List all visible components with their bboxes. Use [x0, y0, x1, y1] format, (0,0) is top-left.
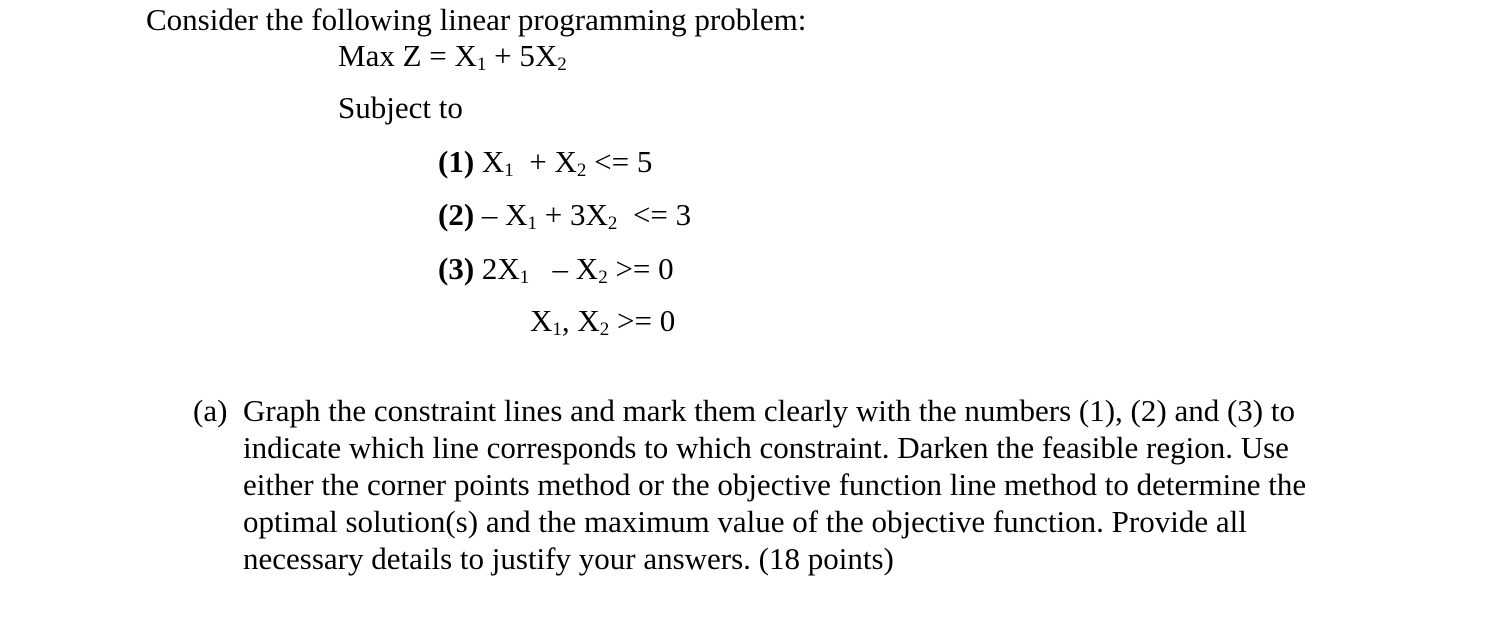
- task-line: indicate which line corresponds to which constraint. Darken the feasible region. Use: [243, 430, 1289, 465]
- constraint-number: (1): [438, 144, 475, 179]
- objective-prefix: Max Z = X: [338, 38, 477, 73]
- constraint-2: [438, 197, 691, 233]
- task-line: necessary details to justify your answers. (18 points): [243, 541, 894, 576]
- task-line: optimal solution(s) and the maximum value of the objective function. Provide all: [243, 504, 1247, 539]
- constraint-subscript-b: 2: [576, 160, 587, 181]
- constraint-term-b: + 3X: [537, 197, 608, 232]
- constraint-subscript-a: 1: [519, 267, 530, 288]
- constraint-term-a: X: [474, 144, 505, 179]
- constraint-term-b: – X: [529, 251, 599, 286]
- constraint-3: [438, 251, 674, 287]
- constraint-subscript-b: 2: [607, 213, 618, 234]
- constraint-rhs: <= 5: [586, 144, 653, 179]
- objective-middle: + 5X: [486, 38, 558, 73]
- constraint-term-a: 2X: [474, 251, 520, 286]
- objective-subscript-1: 1: [476, 54, 487, 75]
- objective-subscript-2: 2: [557, 54, 567, 75]
- subject-to-label: Subject to: [338, 90, 463, 125]
- nonneg-subscript-a: 1: [552, 319, 562, 340]
- nonneg-subscript-b: 2: [599, 319, 610, 340]
- constraint-number: (3): [438, 251, 475, 286]
- constraint-rhs: <= 3: [617, 197, 692, 232]
- nonnegativity-constraint: [530, 303, 675, 339]
- nonneg-term-b: , X: [561, 303, 600, 338]
- task-a: [193, 392, 1353, 577]
- constraint-term-b: + X: [513, 144, 577, 179]
- objective-function: [338, 38, 567, 74]
- task-line: either the corner points method or the objective function line method to determine the: [243, 467, 1307, 502]
- task-text: [243, 392, 1353, 577]
- constraint-number: (2): [438, 197, 475, 232]
- constraint-term-a: – X: [474, 197, 528, 232]
- constraint-subscript-a: 1: [504, 160, 514, 181]
- constraint-rhs: >= 0: [607, 251, 674, 286]
- constraint-subscript-a: 1: [527, 213, 538, 234]
- nonneg-term-a: X: [530, 303, 553, 338]
- nonneg-rhs: >= 0: [609, 303, 676, 338]
- constraint-1: [438, 144, 652, 180]
- problem-intro: Consider the following linear programming problem:: [146, 2, 807, 37]
- task-label: (a): [193, 393, 228, 428]
- constraint-subscript-b: 2: [598, 267, 608, 288]
- task-line: Graph the constraint lines and mark them clearly with the numbers (1), (2) and (3) to: [243, 393, 1295, 428]
